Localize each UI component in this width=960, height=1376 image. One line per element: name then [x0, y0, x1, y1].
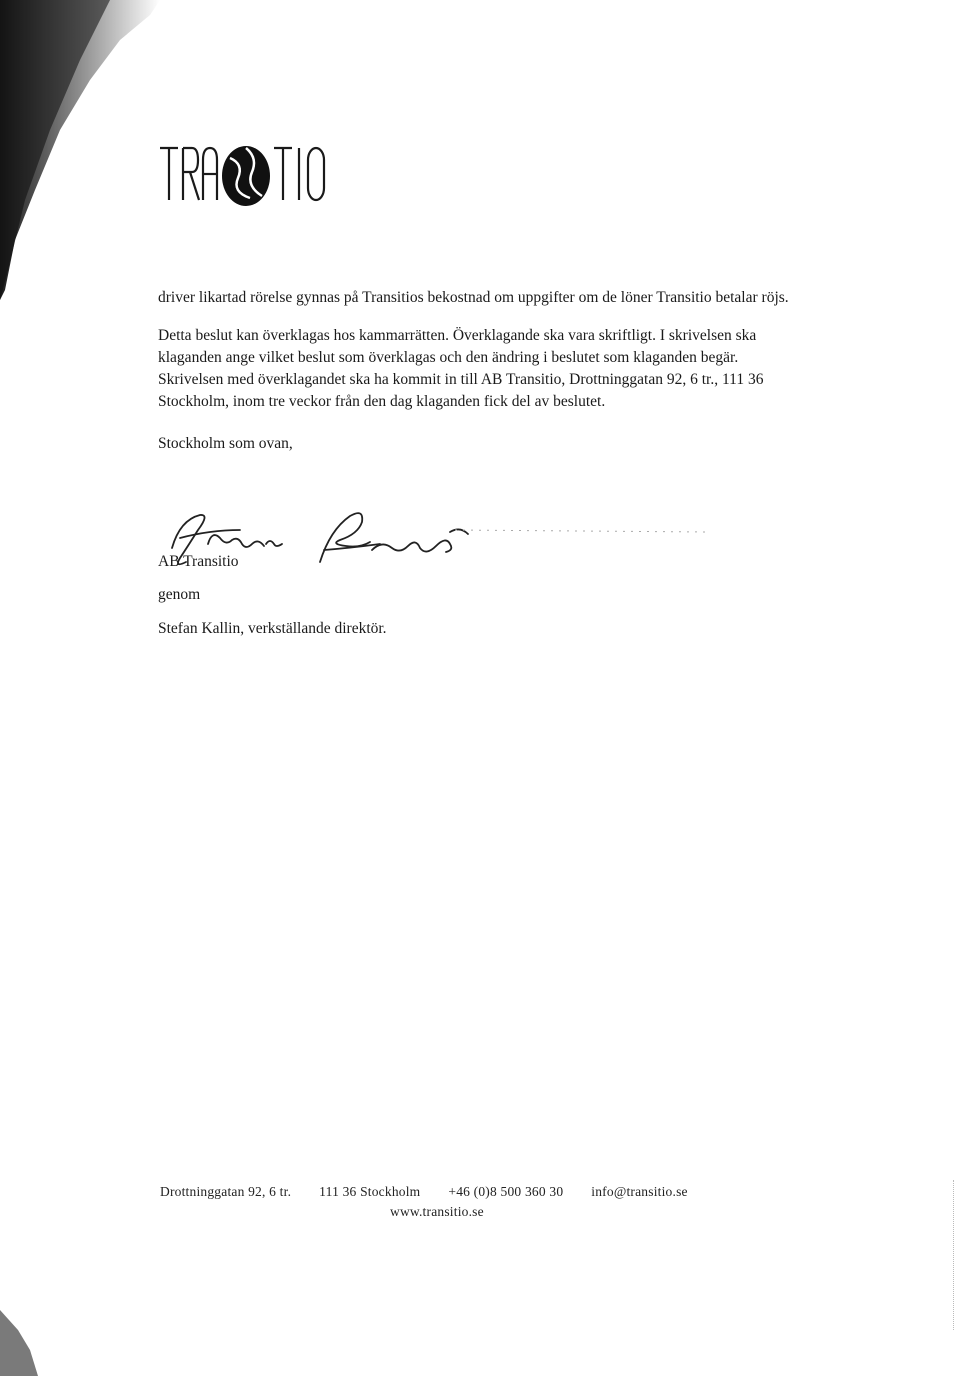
letter-body — [158, 287, 798, 455]
scan-edge-decoration — [951, 1180, 954, 1330]
handwritten-signature — [150, 500, 710, 590]
paragraph-disclosure: driver likartad rörelse gynnas på Transitios bekostnad om uppgifter om de löner Transitio betalar röjs. — [158, 289, 789, 306]
letter-footer — [160, 1184, 840, 1219]
footer-email[interactable]: info@transitio.se — [591, 1184, 688, 1199]
transitio-logo — [158, 138, 348, 208]
paragraph-appeal: Detta beslut kan överklagas hos kammarrätten. Överklagande ska vara skriftligt. I skrivelsen ska klaganden ange vilket beslut som överklagas och den ändring i beslutet som klaganden begär. Skrivelsen med överklagandet ska ha kommit in till AB Transitio, Drottninggatan 92, 6 tr., 111 36 Stockholm, inom tre veckor från den dag klaganden fick del av beslutet. — [158, 327, 764, 410]
scan-shadow-decoration — [0, 0, 175, 300]
signature-company: AB Transitio — [158, 553, 239, 570]
scan-shadow-decoration — [0, 1300, 40, 1376]
footer-city: 111 36 Stockholm — [319, 1184, 421, 1199]
closing-line: Stockholm som ovan, — [158, 435, 293, 452]
signer-name-title: Stefan Kallin, verkställande direktör. — [158, 620, 387, 637]
footer-website[interactable]: www.transitio.se — [390, 1204, 484, 1219]
footer-street: Drottninggatan 92, 6 tr. — [160, 1184, 292, 1199]
footer-phone: +46 (0)8 500 360 30 — [448, 1184, 564, 1199]
signature-via: genom — [158, 586, 201, 603]
